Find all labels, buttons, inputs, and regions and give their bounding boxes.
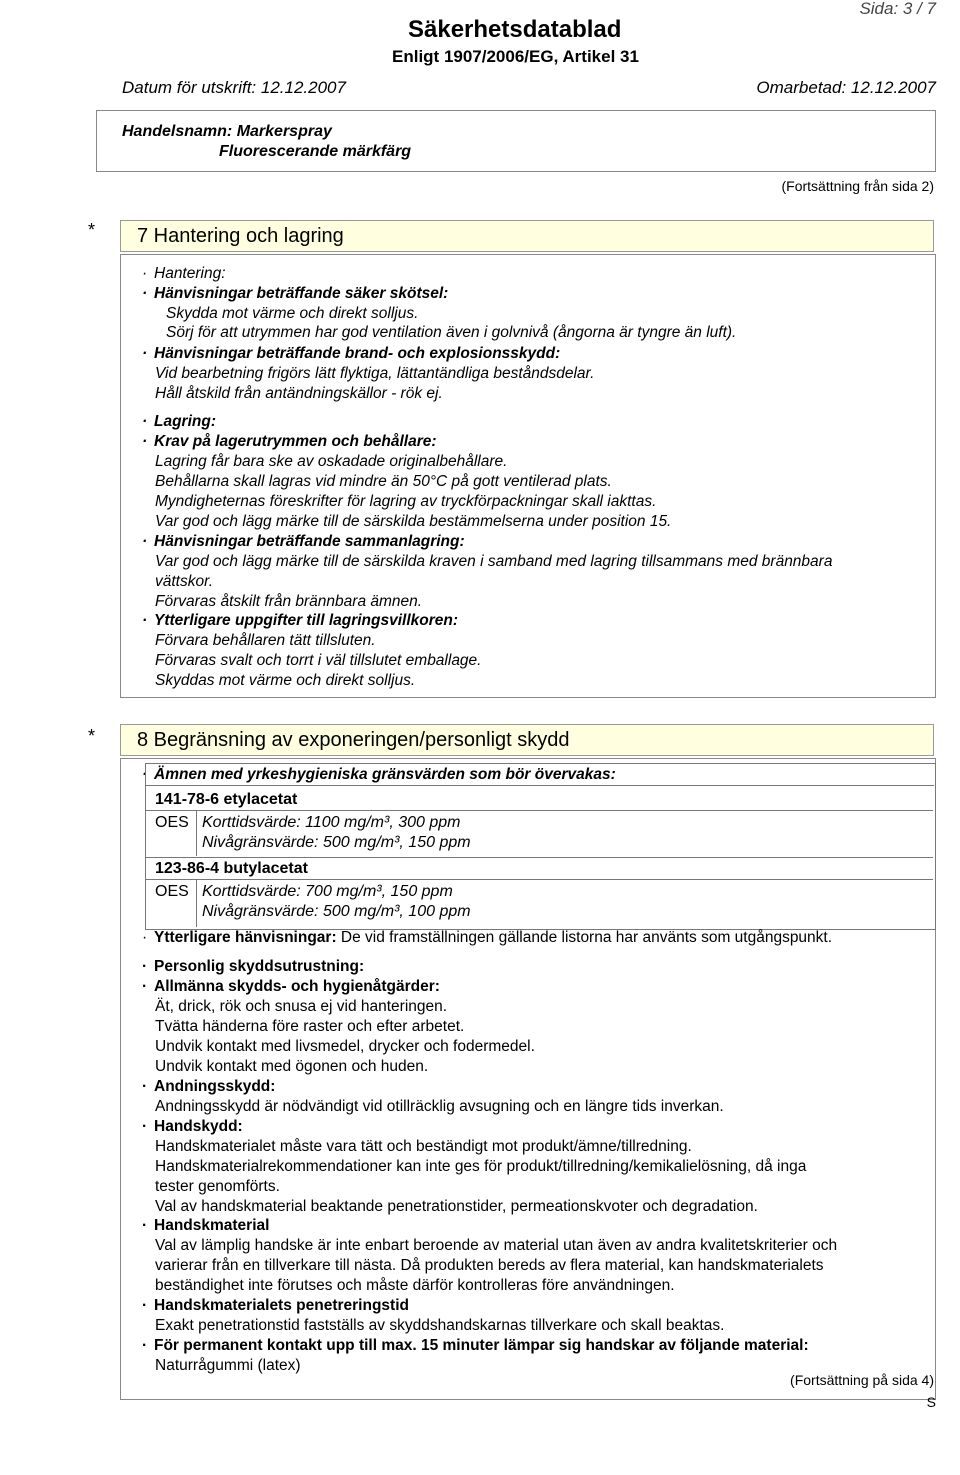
ppe-text-line: Andningsskydd är nödvändigt vid otillräcklig avsugning och en längre tids inverkan. <box>155 1098 724 1115</box>
section-7-text-line: Skydda mot värme och direkt solljus. <box>166 305 419 322</box>
section-8-heading: 8 Begränsning av exponeringen/personligt skydd <box>120 724 934 756</box>
ppe-heading-line: · Handskmaterialets penetreringstid <box>142 1297 409 1314</box>
section-7-text-line: Behållarna skall lagras vid mindre än 50°C på gott ventilerad plats. <box>155 473 612 490</box>
limit-value: Nivågränsvärde: 500 mg/m³, 150 ppm <box>202 834 471 851</box>
ppe-text-line: Exakt penetrationstid fastställs av skyddshandskarnas tillverkare och skall beaktas. <box>155 1317 725 1334</box>
ppe-text-line: Handskmaterialrekommendationer kan inte ges för produkt/tillredning/kemikalielösning, då inga <box>155 1158 807 1175</box>
ppe-text-line: Val av handskmaterial beaktande penetrationstider, permeationskvoter och degradation. <box>155 1198 758 1215</box>
section-7-text-line: Skyddas mot värme och direkt solljus. <box>155 672 416 689</box>
revised-date: Omarbetad: 12.12.2007 <box>756 78 936 97</box>
ppe-text-line: Val av lämplig handske är inte enbart beroende av material utan även av andra kvalitetskriterier och <box>155 1237 838 1254</box>
ppe-heading-line: · Allmänna skydds- och hygienåtgärder: <box>142 978 440 995</box>
section-7-text-line: Vid bearbetning frigörs lätt flyktiga, lättantändliga beståndsdelar. <box>155 365 595 382</box>
document-title: Säkerhetsdatablad <box>408 16 622 43</box>
change-marker: * <box>88 220 96 240</box>
ppe-heading-line: · Personlig skyddsutrustning: <box>142 958 365 975</box>
continued-from: (Fortsättning från sida 2) <box>781 178 934 194</box>
ppe-text-line: Tvätta händerna före raster och efter arbetet. <box>155 1018 465 1035</box>
section-7-text-line: Var god och lägg märke till de särskilda kraven i samband med lagring tillsammans med brännbara <box>155 553 833 570</box>
footer-mark: S <box>926 1394 936 1410</box>
section-7-heading-line: · Lagring: <box>142 413 216 430</box>
ppe-text-line: varierar från en tillverkare till nästa. Då produkten bereds av flera material, kan handskmaterialets <box>155 1257 824 1274</box>
limits-table-inner <box>145 785 934 786</box>
oes-label: OES <box>155 883 189 900</box>
ppe-text-line: Naturrågummi (latex) <box>155 1357 301 1374</box>
section-7-text-line: Förvara behållaren tätt tillsluten. <box>155 632 376 649</box>
section-7-text-line: Var god och lägg märke till de särskilda bestämmelserna under position 15. <box>155 513 672 530</box>
section-7-text-line: Myndigheternas föreskrifter för lagring av tryckförpackningar skall iakttas. <box>155 493 657 510</box>
ppe-text-line: beständighet inte förutses och måste därför kontrolleras före användningen. <box>155 1277 675 1294</box>
limit-value: Nivågränsvärde: 500 mg/m³, 100 ppm <box>202 903 471 920</box>
section-7-text-line: Förvaras åtskilt från brännbara ämnen. <box>155 593 423 610</box>
change-marker: * <box>88 726 96 746</box>
section-7-heading-line: · Hantering: <box>142 265 226 282</box>
section-7-heading-line: · Ytterligare uppgifter till lagringsvillkoren: <box>142 612 459 629</box>
section-7-heading-line: · Hänvisningar beträffande brand- och explosionsskydd: <box>142 345 561 362</box>
trade-name-box <box>96 110 936 172</box>
ppe-text-line: Ät, drick, rök och snusa ej vid hanteringen. <box>155 998 448 1015</box>
oes-divider <box>196 810 197 856</box>
further-info: · Ytterligare hänvisningar: De vid framställningen gällande listorna har använts som utgångspunkt. <box>142 929 833 946</box>
substance-name: 141-78-6 etylacetat <box>155 791 298 808</box>
section-7-heading: 7 Hantering och lagring <box>120 220 934 252</box>
limit-value: Korttidsvärde: 700 mg/m³, 150 ppm <box>202 883 453 900</box>
ppe-text-line: Undvik kontakt med livsmedel, drycker och fodermedel. <box>155 1038 535 1055</box>
ppe-heading-line: · Handskmaterial <box>142 1217 270 1234</box>
ppe-heading-line: · För permanent kontakt upp till max. 15 minuter lämpar sig handskar av följande material: <box>142 1337 809 1354</box>
trade-name: Handelsnamn: Markerspray <box>122 123 332 140</box>
section-7-text-line: Förvaras svalt och torrt i väl tillslutet emballage. <box>155 652 482 669</box>
oes-label: OES <box>155 814 189 831</box>
section-7-heading-line: · Hänvisningar beträffande säker skötsel: <box>142 285 449 302</box>
section-7-text-line: Lagring får bara ske av oskadade originalbehållare. <box>155 453 508 470</box>
section-7-text-line: Sörj för att utrymmen har god ventilation även i golvnivå (ångorna är tyngre än luft). <box>166 324 737 341</box>
section-7-heading-line: · Krav på lagerutrymmen och behållare: <box>142 433 437 450</box>
ppe-text-line: tester genomförts. <box>155 1178 280 1195</box>
ppe-heading-line: · Andningsskydd: <box>142 1078 276 1095</box>
ppe-text-line: Handskmaterialet måste vara tätt och beständigt mot produkt/ämne/tillredning. <box>155 1138 692 1155</box>
print-date: Datum för utskrift: 12.12.2007 <box>122 78 346 97</box>
ppe-heading-line: · Handskydd: <box>142 1118 243 1135</box>
section-7-text-line: Håll åtskild från antändningskällor - rök ej. <box>155 385 443 402</box>
page-number: Sida: 3 / 7 <box>859 0 936 18</box>
oes-divider <box>196 879 197 927</box>
section-7-heading-line: · Hänvisningar beträffande sammanlagring: <box>142 533 465 550</box>
substance-name: 123-86-4 butylacetat <box>155 860 308 877</box>
monitor-heading: · Ämnen med yrkeshygieniska gränsvärden som bör övervakas: <box>142 766 616 783</box>
trade-name-sub: Fluorescerande märkfärg <box>219 143 412 160</box>
section-7-text-line: vättskor. <box>155 573 213 590</box>
limit-value: Korttidsvärde: 1100 mg/m³, 300 ppm <box>202 814 461 831</box>
ppe-text-line: Undvik kontakt med ögonen och huden. <box>155 1058 429 1075</box>
document-subtitle: Enligt 1907/2006/EG, Artikel 31 <box>392 47 639 66</box>
continued-to: (Fortsättning på sida 4) <box>790 1372 934 1388</box>
